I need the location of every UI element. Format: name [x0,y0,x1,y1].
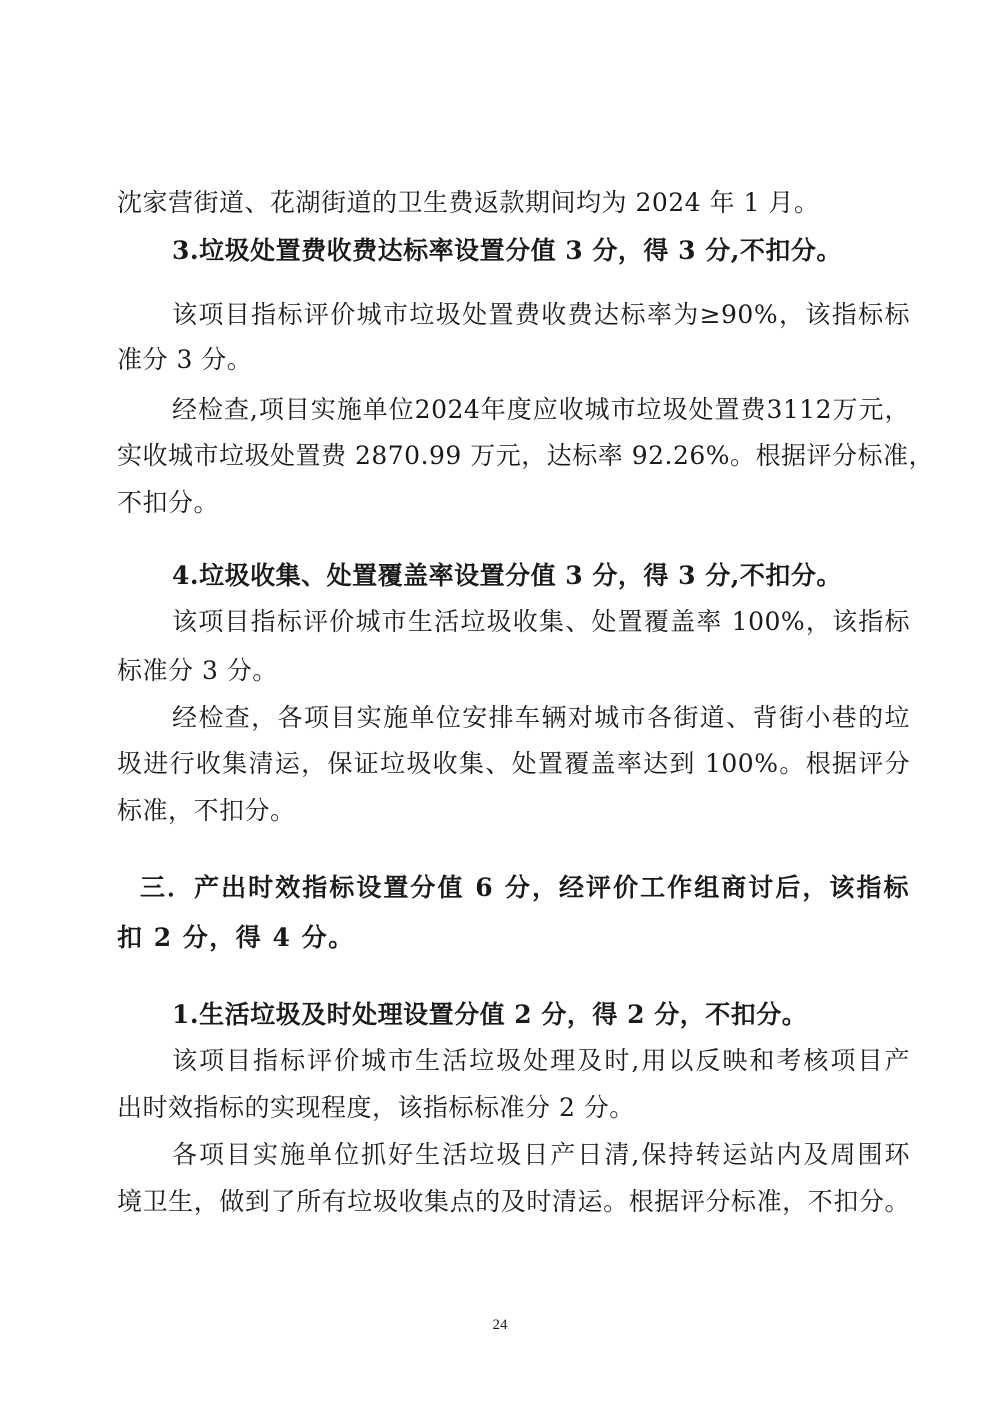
section-heading-3: 三．产出时效指标设置分值 6 分，经评价工作组商讨后，该指标 [140,873,910,902]
paragraph-line: 境卫生，做到了所有垃圾收集点的及时清运。根据评分标准，不扣分。 [117,1187,910,1216]
paragraph-line: 该项目指标评价城市生活垃圾处理及时,用以反映和考核项目产 [172,1046,910,1075]
paragraph-line: 实收城市垃圾处置费 2870.99 万元，达标率 92.26%。根据评分标准， [117,441,935,470]
paragraph-line: 各项目实施单位抓好生活垃圾日产日清,保持转运站内及周围环 [172,1140,910,1169]
subheading-3: 3.垃圾处置费收费达标率设置分值 3 分，得 3 分,不扣分。 [172,236,842,265]
subheading-4: 4.垃圾收集、处置覆盖率设置分值 3 分，得 3 分,不扣分。 [172,561,842,590]
paragraph-line: 沈家营街道、花湖街道的卫生费返款期间均为 2024 年 1 月。 [117,188,820,217]
subheading-1: 1.生活垃圾及时处理设置分值 2 分，得 2 分，不扣分。 [172,1000,808,1029]
paragraph-line: 该项目指标评价城市生活垃圾收集、处置覆盖率 100%，该指标 [172,607,910,636]
page-number: 24 [492,1317,508,1333]
paragraph-line: 该项目指标评价城市垃圾处置费收费达标率为≥90%，该指标标 [172,300,910,329]
paragraph-line: 标准，不扣分。 [117,796,296,825]
paragraph-line: 经检查，各项目实施单位安排车辆对城市各街道、背街小巷的垃 [172,703,910,732]
paragraph-line: 准分 3 分。 [117,345,253,374]
paragraph-line: 经检查,项目实施单位2024年度应收城市垃圾处置费3112万元， [172,395,910,424]
paragraph-line: 圾进行收集清运，保证垃圾收集、处置覆盖率达到 100%。根据评分 [117,749,910,778]
section-heading-continuation: 扣 2 分，得 4 分。 [117,923,355,952]
paragraph-line: 出时效指标的实现程度，该指标标准分 2 分。 [117,1093,635,1122]
paragraph-line: 标准分 3 分。 [117,656,278,685]
paragraph-line: 不扣分。 [117,488,220,517]
